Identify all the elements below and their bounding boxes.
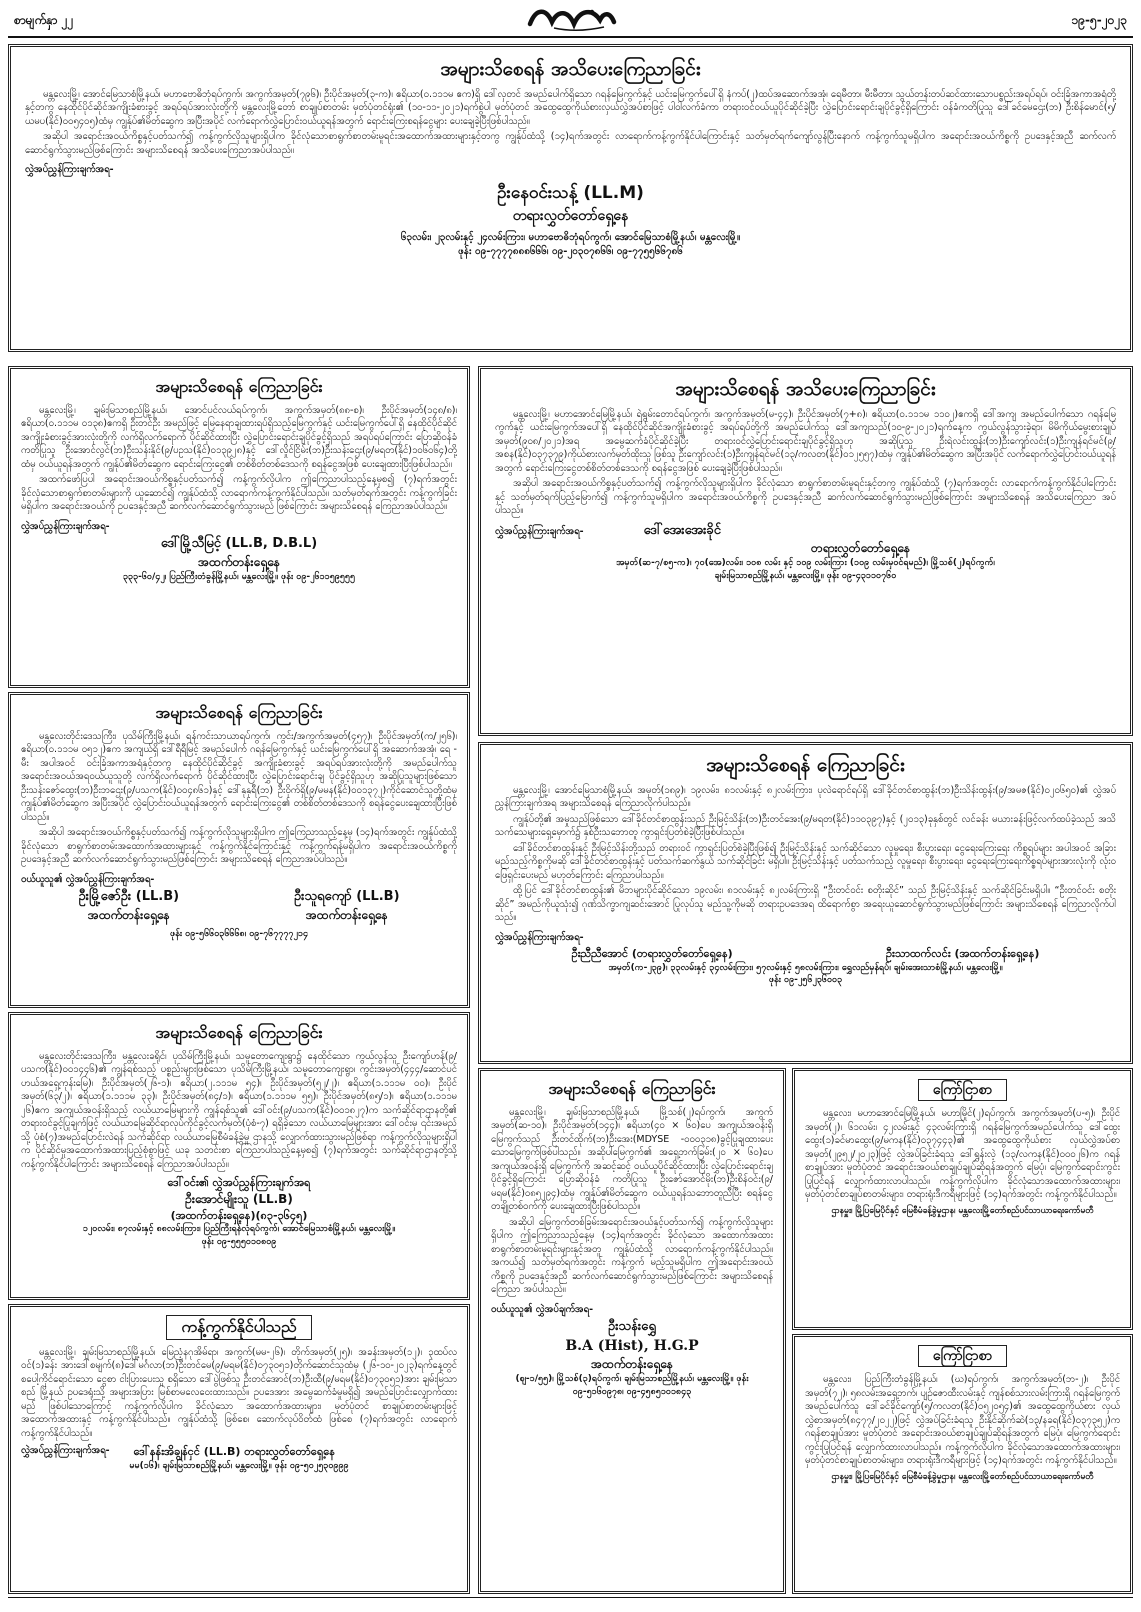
signer-line: [21, 1444, 457, 1460]
notice-footer: ဌာနမှူး၊ မြို့ပြမြေပိုင်နှင့် မြေစီမံခန့်ခွဲမှုဌာန၊ မန္တလေးမြို့တော်စည်ပင်သာယာရေးကော်မတီ: [831, 1471, 1094, 1482]
signer-name: ဒေါ်မြို့သီမြင့် (LL.B, D.B.L): [160, 536, 318, 552]
signer-pair: [495, 946, 1116, 962]
notice-paragraph: မန္တလေး၊ မဟာအောင်မြေမြို့နယ်၊ မဟာမြိုင်(၂)ရပ်ကွက်၊ အကွက်အမှတ်(ပ-၅)၊ ဦးပိုင်အမှတ်(၂)၊ ၆၁လမ်း၊ ၄၂လမ်းနှင့် ၄၃လမ်းကြားရှိ ဂရန်မြေကွက်အမည်ပေါက်သူ ဒေါ်ထွေးထွေး(၁)ခင်မာထွေး(၉/မကန(နိုင်)၀၃၇၄၄၃)၏ အထွေထွေကိုယ်စား လှယ်လွှဲအပ်စာ အမှတ်(၂၉၅၂/၂၀၂၃)ဖြင့် လွှဲအပ်ခြင်းခံရသူ ဒေါ်ရွှန်းလဲ့ (၁၃/လကန(နိုင်)၀၀၀၂၆)က ဂရန်စာချုပ်အား မူတ်ပုံတင် အရောင်းအဝယ်စာချုပ်ချုပ်ဆိုရန်အတွက် မြေပုံ၊ မြေကွက်ရောင်းကွင်းပြုပြင်ရန် လျှောက်ထားလာပါသည်။ ကန့်ကွက်လိုပါက ခိုင်လုံသောအထောက်အထားများ၊ မှတ်ပုံတင်စာချုပ်စာတမ်းများ၊ တရားရုံးဒီကရီများဖြင့် (၁၄)ရက်အတွင်း ကန့်ကွက်နိုင်ပါသည်။: [805, 1108, 1120, 1201]
instruction-label: လွှဲအပ်ညွှန်ကြားချက်အရ-: [21, 1445, 110, 1457]
issue-date: ၁၉-၅-၂၀၂၃: [1071, 13, 1127, 27]
signer-name: ဒေါ်နန်းအိချွန်ငှင် (LL.B) တရားလွှတ်တော်ရှေ့နေ: [133, 1445, 336, 1459]
signer-role: အထက်တန်းရှေ့နေ: [305, 907, 388, 922]
notice-title: အများသိစေရန် အသိပေးကြေညာခြင်း: [440, 58, 701, 80]
signer-name: ဒေါ်အေးအေးခိုင်: [643, 522, 721, 538]
notice-paragraph: မန္တလေး၊ ပြည်ကြီးတံခွန်မြို့နယ်၊ (ဃ)ရပ်ကွက်၊ အကွက်အမှတ်(ဘ-၂)၊ ဦးပိုင်အမှတ်(၇၂)၊ ၅၈လမ်းအရှေ့ဘက်၊ ပျဉ်ဇောထီးလမ်းနှင့် ကျန်စစ်သားလမ်းကြားရှိ ဂရန်မြေကွက်အမည်ပေါက်သူ ဒေါ်ခင်ခိုင်ကျော်(၅/ကလတ(နိုင်)၀၅၂၀၅၄)၏ အထွေထွေကိုယ်စား လှယ်လွှဲစာအမှတ်(၈၄၇၇/၂၀၂၂)ဖြင့် လွှဲအပ်ခြင်းခံရသူ ဦးနိုင်ဆိုက်ဆဲ(၁၃/နခရ(နိုင်)၀၃၇၃၅၂)က ဂရန်စာချုပ်အား မူတ်ပုံတင် အရောင်းအဝယ်စာချုပ်ချုပ်ဆိုရန်အတွက် မြေပုံ၊ မြေကွက်ရောင်းကွင်းပြုပြင်ရန် လျှောက်ထားလာပါသည်။ ကန့်ကွက်လိုပါက ခိုင်လုံသောအထောက်အထားများ၊ မှတ်ပုံတင်စာချုပ်စာတမ်းများ၊ တရားရုံးဒီကရီများဖြင့် (၁၄)ရက်အတွင်း ကန့်ကွက်နိုင်ပါသည်။: [805, 1374, 1120, 1467]
notice-footer: ဌာနမှူး၊ မြို့ပြမြေပိုင်နှင့် မြေစီမံခန့်ခွဲမှုဌာန၊ မန္တလေးမြို့တော်စည်ပင်သာယာရေးကော်မတီ: [831, 1205, 1094, 1216]
notice-paragraph: မန္တလေးမြို့၊ ချမ်းမြသာစည်မြို့နယ်၊ မြေညံ့နဂုအိမ်ရာ၊ အကွက်(မမ-၂၆)၊ တိုက်အမှတ်(၂၅)၊ အခန်းအမှတ်(၁၂)၊ ၃ထပ်လဝင်(၁)ခန်း အားဒေါ်စမျက်(၈)ဒေါ်မင်္ဂလာ(ဘ)ဦးတင်မေ(၉/မရမ(နိုင်)၀၇၃၀၅၁)တိုက်ဆောင်သူထံမှ (၂၆-၁၀-၂၀၂၃)ရက်နေ့တွင် စပေါ့ကိုင်ရောင်းသော ငွေစာ ငါးပြားပေးသူ စရှိသော ဒေါ်ပွဲဖြစ်သူ ဦးတင်အောင်(ဘ)ဦးထီ(၉/မရမ(နိုင်)၀၇၃၀၅၁)အား ချမ်းမြသာစည် မြို့နယ် ဥပဒေရုံးသို့ အများအပြား မြစ်စာမလေဝေးထားသည်။ ဥပဒေအား အမွေဆက်ခံမှုမရှိ၍ အမည်ပြောင်းလျှောက်ထားမည် ဖြစ်ပါသောကြောင့် ကန့်ကွက်လိုပါက ခိုင်လုံသော အထောက်အထားများ၊ မှတ်ပုံတင် စာချုပ်စာတမ်းများဖြင့် အထောက်အထားနှင့် ကန့်ကွက်နိုင်ပါသည်။ ကျွန်ုပ်ထံသို့ ဖြစ်စေ၊ ဆောက်လုပ်ဝိတ်ထံ ဖြစ်စေ (၇)ရက်အတွင်း လာရောက်ကန့်ကွက်နိုင်ပါသည်။: [21, 1346, 457, 1439]
signer-role: တရားလွှတ်တော်ရှေ့နေ: [512, 207, 629, 224]
signer-line: [495, 522, 1116, 540]
notice-paragraph: အဆိုပါ မြေကွက်တစ်ခြမ်းအရောင်းအဝယ်နှင့်ပတ်သက်၍ ကန့်ကွက်လိုသူများရှိပါက ဤကြေညာသည့်နေ့မှ (၁၄)ရက်အတွင်း ခိုင်လုံသော အထောက်အထား စာရွက်စာတမ်းမူရင်းများနှင့်အတူ ကျွန်ုပ်ထံသို့ လာရောက်ကန့်ကွက်နိုင်ပါသည်။ အကယ်၍ သတ်မှတ်ရက်အတွင်း ကန့်ကွက် မည့်သူမရှိပါက ဤအရောင်းအဝယ်ကိစ္စကို ဥပဒေနှင့်အညီ ဆက်လက်ဆောင်ရွက်သွားမည်ဖြစ်ကြောင်း အများသိစေရန် ကြေညာ အပ်ပါသည်။: [491, 1216, 773, 1296]
notice-title: အများသိစေရန် အသိပေးကြေညာခြင်း: [675, 378, 936, 400]
notice-paragraph: မန္တလေးတိုင်းဒေသကြီး၊ ပုသိမ်ကြီးမြို့နယ်၊ ရန်ကင်းသာယာရပ်ကွက်၊ ကွင်း/အကွက်အမှတ်(၄၅၇)၊ ဦးပိုင်အမှတ်(က/၂၅၆)၊ ဧရိယာ(၀.၁၁၁မ ၀၅၁၂)ဧက အကျယ်ရှိ ဒေါ်ရီရီမြင့် အမည်ပေါက် ဂရန်မြေကွက်နှင့် ယင်းမြေကွက်ပေါ်ရှိ အဆောက်အအုံ၊ ရေ - မီး အပါအဝင် ဝင်းခြံအကာအရံနှင့်တကွ နေထိုင်ပိုင်ဆိုင်ခွင့် အကျိုးခံစားခွင့် အရပ်ရပ်အားလုံးတို့ကို အမည်ပေါက်သူ အရောင်းအဝယ်အရဝယ်ယူသူတို့ လက်ရှိလက်ရောက် ပိုင်ဆိုင်ထားပြီး လွှဲပြောင်းရောင်းချ ပိုင်ခွင့်ရှိသူဟု အဆိုပြုသူများဖြစ်သော ဦးသန်းဇော်ထွေး(ဘ)ဦးဘဌေး(၉/ပသက(နိုင်)၀၀၄၈၆၁)နှင့် ဒေါ်နုနုရီ(ဘ) ဦးဝိုက်ရှိ(၉/မမန(နိုင်)၀၀၁၃၇၂)ကိုင်ဆောင်သူတို့ထံမှ ကျွန်ုပ်၏မိတ်ဆွေက အပြီးအပိုင် လွှဲပြောင်းဝယ်ယူရန်အတွက် ရောင်းကြေးငွေ၏ တစ်စိတ်တစ်ဒေသကို စရန်ငွေပေးချေထားပြီးဖြစ်ပါသည်။: [21, 730, 457, 823]
signer-address: ချမ်းမြသာစည်မြို့နယ်၊ မန္တလေးမြို့။ ဖုန်း ၀၉-၄၃၁၁၀၇၆၀: [714, 570, 897, 581]
signer-degree: B.A (Hist), H.G.P: [565, 1337, 699, 1354]
signer-name: ဦးသန်းရွှေ: [608, 1319, 656, 1335]
notice-paragraph: မန္တလေးမြို့၊ အောင်မြေသာစံမြို့နယ်၊ အမှတ်(၁၈၉)၊ ၁၉လမ်း၊ ၈၁လမ်းနှင့် ၈၂လမ်းကြား၊ ပုလဲရောင်ရပ်ရှိ ဒေါ်ခိုင်တင်စာထွန်း(ဘ)ဦးသိန်းထွန်း(၉/အမဇ(နိုင်)၀၂၀၆၅၀)၏ လွှဲအပ်ညွှန်ကြားချက်အရ အများသိစေရန် ကြေညာလိုက်ပါသည်။: [495, 784, 1116, 810]
instruction-label: ဝယ်ယူသူ၏ လွှဲအပ်ညွှန်ကြားချက်အရ-: [21, 873, 155, 885]
notice-left-3: [8, 1012, 470, 1300]
signer-role: အထက်တန်းရှေ့နေ: [198, 554, 280, 569]
signer-name: ဦးအောင်မျိုးသူ (LL.B): [185, 1191, 293, 1206]
notice-paragraph: မန္တလေးမြို့၊ အောင်မြေသာစံမြို့နယ်၊ မဟာဗောဓိဘုံရပ်ကွက်၊ အကွက်အမှတ်(၇၉၆)၊ ဦးပိုင်အမှတ်(၃-က)၊ ဧရိယာ(၀.၁၁၁မ ဧက)ရှိ ဒေါ်လှတင် အမည်ပေါက်ရှိသော ဂရန်မြေကွက်နှင့် ယင်းမြေကွက်ပေါ်ရှိ နံကပ်(၂)ထပ်အဆောက်အအုံ၊ ရေမီတာ၊ မီးမီတာ၊ သွယ်တန်းတပ်ဆင်ထားသောပစ္စည်းအရပ်ရပ်၊ ဝင်းခြံအကာအရံတို့နှင့်တကွ နေထိုင်ပိုင်ဆိုင်အကျိုးခံစားခွင့် အရပ်ရပ်အားလုံးတို့ကို မန္တလေးမြို့တော် စာချုပ်စာတမ်း မှတ်ပုံတင်ရုံး၏ (၁၀-၁၁-၂၀၂၁)ရက်စွဲပါ မှတ်ပုံတင် အထွေထွေကိုယ်စားလှယ်လွှဲအပ်စာဖြင့် ပါဝါလက်ခံကာ တရားဝင်ဝယ်ယူပိုင်ဆိုင်ခဲ့ပြီး လွှဲပြောင်းရောင်းချပိုင်ခွင့်ရှိကြောင်း ဝန်ခံကတိပြုသူ ဒေါ်ခင်မေဌေး(ဘ) ဦးစိန်မောင်(၅/ယမပ(နိုင်)၀၀၅၄၀၅)ထံမှ ကျွန်ုပ်၏မိတ်ဆွေက အပြီးအပိုင် လက်ရောက်လွှဲပြောင်းဝယ်ယူရန်အတွက် ရောင်းကြေးစရန်ငွေများ ပေးချေခဲ့ပြီးဖြစ်ပါသည်။: [25, 88, 1116, 127]
notice-paragraph: ထို့ပြင် ဒေါ်ခိုင်တင်စာထွန်း၏ မိဘများပိုင်ဆိုင်သော ၁၉လမ်း၊ ၈၁လမ်းနှင့် ၈၂လမ်းကြားရှိ “ဦးတင်ဝင်း စတိုးဆိုင်” သည် ဦးမြင့်သိန်းနှင့် သက်ဆိုင်ခြင်းမရှိပါ။ “ဦးတင်ဝင်း စတိုးဆိုင်” အမည်ကိုယူသုံး၍ ဂုဏ်သိက္ခာကျဆင်းအောင် ပြုလုပ်သူ မည်သူ့ကိုမဆို တရားဥပဒေအရ ထိရောက်စွာ အရေးယူဆောင်ရွက်သွားမည်ဖြစ်ကြောင်း အများသိစေရန် ကြေညာလိုက်ပါသည်။: [495, 885, 1116, 924]
signer-phone: ဖုန်း ၀၉-၇၇၇၇၈၈၈၆၆၆၊ ၀၉-၂၀၃၀၇၈၆၆၊ ၀၉-၇၇၅၅၆၆၇၈၆: [458, 245, 683, 257]
header-rule: [8, 36, 1133, 38]
notice-paragraph: အဆိုပါ အရောင်းအဝယ်ကိစ္စနှင့်ပတ်သက်၍ ကန့်ကွက်လိုသူများရှိပါက ခိုင်လုံသောစာရွက်စာတမ်းမူရင်းအထောက်အထားများနှင့်တကွ ကျွန်ုပ်ထံသို့ (၁၄)ရက်အတွင်း လာရောက်ကန့်ကွက်နိုင်ပါကြောင်းနှင့် သတ်မှတ်ရက်ကျော်လွန်ပြီးနောက် ကန့်ကွက်သူမရှိပါက အရောင်းအဝယ်ကိစ္စကို ဥပဒေနှင့်အညီ ဆက်လက်ဆောင်ရွက်သွားမည်ဖြစ်ကြောင်း အများသိစေရန် အသိပေးကြေညာအပ်ပါသည်။: [25, 131, 1116, 156]
signer-role: (အထက်တန်းရှေ့နေ)(၈၃-၃၆၄၅): [170, 1208, 308, 1222]
signer-name: ဦးမြို့ဇော်ဦး (LL.B): [78, 889, 180, 905]
signer-pair: [21, 888, 457, 923]
page-number: စာမျက်နှာ ၂၂: [14, 13, 74, 27]
notice-paragraph: အဆိုပါ အရောင်းအဝယ်ကိစ္စနှင့်ပတ်သက်၍ ကန့်ကွက်လိုသူများရှိပါက ဤကြေညာသည့်နေ့မှ (၁၄)ရက်အတွင်း ကျွန်ုပ်ထံသို့ ခိုင်လုံသော စာရွက်စာတမ်းအထောက်အထားများနှင့် ကန့်ကွက်နိုင်ကြောင်းနှင့် ကန့်ကွက်ရန်မရှိပါက အရောင်းအဝယ်ကိစ္စကို ဥပဒေနှင့်အညီ ဆက်လက်ဆောင်ရွက်သွားမည်ဖြစ်ကြောင်း အများသိစေရန် ကြေညာအပ်ပါသည်။: [21, 827, 457, 866]
signer-name: ဦးသာထက်လင်း (အထက်တန်းရှေ့နေ): [885, 947, 1040, 961]
notice-title: ကြော်ငြာစာ: [918, 1345, 1007, 1367]
notice-title: အများသိစေရန် ကြေညာခြင်း: [548, 1079, 716, 1098]
notice-title: ကြော်ငြာစာ: [918, 1079, 1007, 1101]
instruction-label: လွှဲအပ်ညွှန်ကြားချက်အရ-: [21, 520, 110, 532]
signer-block: [294, 888, 400, 923]
notice-paragraph: မန္တလေးတိုင်းဒေသကြီး၊ မန္တလေးခရိုင်၊ ပုသိမ်ကြီးမြို့နယ်၊ သမူတောကျေးရွာ၌ နေထိုင်သော ကွယ်လွန်သူ ဦးကျော်ဟန်(၉/ပသက(နိုင်)၀၀၁၄၄၆)၏ ကျွန်ရစ်သည့် ပစ္စည်းများဖြစ်သော ပုသိမ်ကြီးမြို့နယ်၊ သမူတောကျေးရွာ၊ ကွင်းအမှတ်(၄၄၄/ဆောင်ပင်ဟယ်အရှေ့ကုန်းမြေ)၊ ဦးပိုင်အမှတ်(၂၆-၁)၊ ဧရိယာ(၂.၁၁၁မ ၅၄)၊ ဦးပိုင်အမှတ်(၅၂/၂)၊ ဧရိယာ(၁.၁၁၁မ ၀၀)၊ ဦးပိုင်အမှတ်(၆၃/၂)၊ ဧရိယာ(၁.၁၁၁မ ၃၃)၊ ဦးပိုင်အမှတ်(၈၄/၁)၊ ဧရိယာ(၁.၁၁၁မ ၅၅)၊ ဦးပိုင်အမှတ်(၈၅/၁)၊ ဧရိယာ(၁.၁၁၁မ ၂၆)ဧက အကျယ်အဝန်းရှိသည့် လယ်ယာမြေများကို ကျွန်ရစ်သူ၏ ဒေါ်ဝင်း(၉/ပသက(နိုင်)၀၀၁၈၂၇)က သက်ဆိုင်ရာဌာနတို့၏ တရားဝင်ခွင့်ပြုချက်ဖြင့် လယ်ယာမြေဆိုင်ရာလုပ်ကိုင်ခွင့်လက်မှတ်(ပုံစံ-၇) ရရှိခဲ့သော လယ်ယာမြေများအား ဒေါ်ဝင်းမှ ၎င်းအမည်သို့ ပုံစံ(၇)အမည်ပြောင်းလဲရန် သက်ဆိုင်ရာ လယ်ယာမြေစီမံခန့်ခွဲမှု ဌာနသို့ လျှောက်ထားသွားမည်ဖြစ်ရာ ကန့်ကွက်လိုသူများရှိပါက ပိုင်ဆိုင်မှုအထောက်အထားပြည့်စုံစွာဖြင့် ယခု သတင်းစာ ကြေညာပါသည့်နေ့မှစ၍ (၇)ရက်အတွင်း သက်ဆိုင်ရာဌာနတို့သို့ ကန့်ကွက်နိုင်ပါကြောင်း အများသိစေရန် ကြေညာအပ်ပါသည်။: [21, 1050, 457, 1170]
title-frame: [805, 1343, 1120, 1373]
notice-paragraph: အထက်ဖော်ပြပါ အရောင်းအဝယ်ကိစ္စနှင့်ပတ်သက်၍ ကန့်ကွက်လိုပါက ဤကြေညာပါသည့်နေ့မှစ၍ (၇)ရက်အတွင်း ခိုင်လုံသောစာရွက်စာတမ်းများကို ယူဆောင်၍ ကျွန်ုပ်ထံသို့ လာရောက်ကန့်ကွက်နိုင်ပါသည်။ သတ်မှတ်ရက်အတွင်း ကန့်ကွက်ခြင်းမရှိပါက အရောင်းအဝယ်ကို ဥပဒေနှင့်အညီ ဆက်လက်ဆောင်ရွက်သွားမည် ဖြစ်ကြောင်း အများသိစေရန် ကြေညာအပ်ပါသည်။: [21, 474, 457, 513]
notice-title: ကန့်ကွက်နိုင်ပါသည်: [166, 1315, 311, 1340]
notice-left-2: [8, 692, 470, 1008]
signer-address: မမ(၁၆)၊ ချမ်းမြသာစည်မြို့နယ်၊ မန္တလေးမြို့။ ဖုန်း ၀၉-၅၀၂၅၃၀၉၉၉: [129, 1460, 349, 1471]
notice-title: အများသိစေရန် ကြေညာခြင်း: [155, 377, 323, 396]
notice-right-5: [792, 1334, 1133, 1594]
notice-right-2: [478, 742, 1133, 1064]
page-header: [8, 4, 1133, 34]
notice-title: အများသိစေရန် ကြေညာခြင်း: [155, 703, 323, 722]
masthead-logo: [524, 4, 618, 32]
signer-name: ဦးညီညီအောင် (တရားလွှတ်တော်ရှေ့နေ): [571, 947, 733, 961]
notice-right-4: [792, 1068, 1133, 1330]
footer-rule: [8, 1597, 1133, 1598]
notice-paragraph: မန္တလေးမြို့၊ ချမ်းမြသာစည်မြို့နယ်၊ မြို့သစ်(၂)ရပ်ကွက်၊ အကွက်အမှတ်(ဆ-၁၀)၊ ဦးပိုင်အမှတ်(၁၄၄)၊ ဧရိယာ(၄၀ × ၆၀)ပေ အကျယ်အဝန်းရှိ မြေကွက်သည် ဦးတင်ထိုက်(ဘ)ဦးအေး(MDYSE -၀၀၀၃၁၈)ခွင့်ပြုချထားပေးသောမြေကွက်ဖြစ်ပါသည်။ အဆိုပါမြေကွက်၏ အရှေ့ဘက်ခြမ်း(၂၀ × ၆၀)ပေ အကျယ်အဝန်းရှိ မြေကွက်ကို အဆင့်ဆင့် ဝယ်ယူပိုင်ဆိုင်ထားပြီး လွှဲပြောင်းရောင်းချပိုင်ခွင့်ရှိကြောင်း ပြောဆိုဝန်ခံ ကတိပြုသူ ဦးဇော်အောင်မိုး(ဘ)ဦးစိန်ဝင်း(၉/မရမ(နိုင်)၀၈၅၂၉၄)ထံမှ ကျွန်ုပ်၏မိတ်ဆွေက ဝယ်ယူရန်သဘောတူညီပြီး စရန်ငွေ တချို့တစ်ဝက်ကို ပေးချေထားပြီးဖြစ်ပါသည်။: [491, 1106, 773, 1213]
instruction-label: ဝယ်ယူသူ၏ လွှဲအပ်ချက်အရ-: [491, 1303, 594, 1315]
signer-name: ဦးသူရကျော် (LL.B): [293, 889, 400, 905]
title-frame: [21, 1313, 457, 1346]
notice-paragraph: ကျွန်ုပ်တို့၏ အမှုသည်ဖြစ်သော ဒေါ်ခိုင်တင်စာထွန်းသည် ဦးမြင့်သိန်း(ဘ)ဦးတင်အေး(၉/မရတ(နိုင်)၁၁၀၃၉၇)နှင့် (၂၀၁၃)ခုနှစ်တွင် လင်ခန်း မယားခန်းဖြင့်လက်ထပ်ခဲ့သည် အသိသက်သေများရှေ့မှောက်၌ နှစ်ဦးသဘောတူ ကွာရှင်းပြတ်စဲခဲ့ပြီးဖြစ်ပါသည်။: [495, 813, 1116, 839]
signer-address: အမှတ်(ဆ-၇/စ၅-က)၊ ၇၀(အေ)လမ်း၊ ၁၀၈ လမ်း နှင့် ၁၀၉ လမ်းကြား (၁၀၉ လမ်းမှဝင်ရမည်)၊ မြို့သစ်(၂)ရပ်ကွက်၊: [616, 558, 995, 569]
signer-address: ၆၃လမ်း၊ ၂၃လမ်းနှင့် ၂၄လမ်းကြား၊ မဟာဗောဓိဘုံရပ်ကွက်၊ အောင်မြေသာစံမြို့နယ်၊ မန္တလေးမြို့။: [400, 231, 741, 243]
signer-address: (ဈ-၁/၅၅)၊ မြို့သစ်(၃)ရပ်ကွက်၊ ချမ်းမြသာစည်မြို့နယ်၊ မန္တလေးမြို့။ ဖုန်း ၀၉-၅၁၆၀၉၇၈၊ ၀၉-၄၅၈၅၁၀၁၈၄၃: [515, 1374, 749, 1398]
notice-right-1: [478, 366, 1133, 736]
signer-role: အထက်တန်းရှေ့နေ: [591, 1357, 673, 1372]
signer-address: အမှတ်(က-၂၃၉)၊ ၃၃လမ်းနှင့် ၃၄လမ်းကြား၊ ၅၇လမ်းနှင့် ၅၈လမ်းကြား၊ ရွှေလည်မှန်ရပ်၊ ချမ်းအေးသာစံမြို့နယ်၊ မန္တလေးမြို့။: [608, 962, 1003, 973]
instruction-label: လွှဲအပ်ညွှန်ကြားချက်အရ-: [495, 525, 584, 537]
instruction-label: လွှဲအပ်ညွှန်ကြားချက်အရ-: [495, 931, 584, 943]
signer-role: အထက်တန်းရှေ့နေ: [87, 907, 170, 922]
signer-role: တရားလွှတ်တော်ရှေ့နေ: [811, 541, 910, 556]
notice-paragraph: မန္တလေးမြို့၊ မဟာအောင်မြေမြို့နယ်၊ ရဲရွမ်းတောင်ရပ်ကွက်၊ အကွက်အမှတ်(မ-၄၄)၊ ဦးပိုင်အမှတ်(၇+၈)၊ ဧရိယာ(၀.၁၁၁မ ၁၁၀၂)ဧကရှိ ဒေါ်အကျ အမည်ပေါက်သော ဂရန်မြေကွက်နှင့် ယင်းမြေကွက်အပေါ်ရှိ နေထိုင်ပိုင်ဆိုင်အကျိုးခံစားခွင့် အရပ်ရပ်တို့ကို အမည်ပေါက်သူ ဒေါ်အကျသည်(၁၀-၉-၂၀၂၁)ရက်နေ့က ကွယ်လွန်သွားခဲ့ရာ၊ မိမိကိုယ်မွေးစားချုပ်အမှတ်(၉၀၈/၂၀၂၁)အရ အမွေဆက်ခံပိုင်ဆိုင်ခဲ့ပြီး တရားဝင်လွှဲပြောင်းရောင်းချပိုင်ခွင့်ရှိသူဟု အဆိုပြုသူ ဦးရဲလင်းထွန်း(ဘ)ဦးကျော်လင်း(၁)ဦးကျန်ရင်မင်(၉/အစန(နိုင်)၀၃၇၃၇၉)ကိုယ်စားလက်မှတ်ထိုးသူ ဖြစ်သူ ဦးကျော်လင်း(၁)ဦးကျန်ရင်မင်(၁၃/ကလတ(နိုင်)၀၁၂၅၅၇)ထံမှ ကျွန်ုပ်၏မိတ်ဆွေက အပြီးအပိုင် လက်ရောက်လွှဲပြောင်းဝယ်ယူရန်အတွက် ရောင်းကြေးငွေတစ်စိတ်တစ်ဒေသကို စရန်ငွေအဖြစ် ပေးချေခဲ့ပြီးဖြစ်ပါသည်။: [495, 408, 1116, 474]
signer-block: [78, 888, 179, 923]
notice-left-4: [8, 1304, 470, 1594]
signer-phone: ဖုန်း ၀၉-၅၅၅၀၁၀၈၀၉: [201, 1237, 277, 1248]
notice-title: အများသိစေရန် ကြေညာခြင်း: [706, 754, 905, 776]
notice-title: အများသိစေရန် ကြေညာခြင်း: [155, 1023, 323, 1042]
notice-paragraph: အဆိုပါ အရောင်းအဝယ်ကိစ္စနှင့်ပတ်သက်၍ ကန့်ကွက်လိုသူများရှိပါက ခိုင်လုံသော စာရွက်စာတမ်းမူရင်းနှင့်တကွ ကျွန်ုပ်ထံသို့ (၇)ရက်အတွင်း လာရောက်ကန့်ကွက်နိုင်ပါကြောင်းနှင့် သတ်မှတ်ရက်ပြည့်မြောက်၍ ကန့်ကွက်သူမရှိပါက အရောင်းအဝယ်ကိစ္စကို ဥပဒေနှင့်အညီ ဆက်လက်ဆောင်ရွက်သွားမည်ဖြစ်ကြောင်း အများသိစေရန် အသိပေးကြေညာ အပ်ပါသည်။: [495, 478, 1116, 517]
signer-address: ၃၃၃-၆၀/၄၂၊ ပြည်ကြီးတံခွန်မြို့နယ်၊ မန္တလေးမြို့။ ဖုန်း ၀၉-၂၆၁၁၅၉၅၅၅: [122, 571, 356, 582]
notice-right-3: [478, 1068, 786, 1594]
title-frame: [805, 1077, 1120, 1107]
notice-paragraph: မန္တလေးမြို့၊ ချမ်းမြသာစည်မြို့နယ်၊ အောင်ပင်လယ်ရပ်ကွက်၊ အကွက်အမှတ်(၈၈-စ)၊ ဦးပိုင်အမှတ်(၁၄၈/၈)၊ ဧရိယာ(၀.၁၁၁မ ၀၁၃၈)ဧကရှိ ဦးတင်ဦး အမည်ဖြင့် မြေနေရာချထားရပ်ရှိသည့်မြေကွက်နှင့် ယင်းမြေကွက်ပေါ်ရှိ နေထိုင်ပိုင်ဆိုင် အကျိုးခံစားခွင့်အားလုံးတို့ကို လက်ရှိလက်ရောက် ပိုင်ဆိုင်ထားပြီး လွှဲပြောင်းရောင်းချပိုင်ခွင့်ရှိသည် အရပ်ရပ်ကြောင်း ပြောဆိုဝန်ခံကတိပြုသူ ဦးအောင်လွင်(ဘ)ဦးသန်းနိုင်(၉/ပဥသ(နိုင်)၀၁၃၉၂၈)နှင့် ဒေါ်လှိုင်ငြိမ်း(ဘ)ဦးသန်းဌေး(၉/မရတ(နိုင်)၁၀၆၀၆၄)တို့ထံမှ ဝယ်ယူရန်အတွက် ကျွန်ုပ်၏မိတ်ဆွေက ရောင်းကြေးငွေ၏ တစ်စိတ်တစ်ဒေသကို စရန်ငွေအဖြစ် ပေးချေထားပြီးဖြစ်ပါသည်။: [21, 404, 457, 470]
signer-phone: ဖုန်း ၀၉-၂၅၆၂၃၆၀၀၃: [768, 975, 843, 986]
instruction-label: ဒေါ်ဝင်း၏ လွှဲအပ်ညွှန်ကြားချက်အရ: [167, 1176, 311, 1190]
notice-left-1: [8, 366, 470, 688]
signer-name: ဦးနေဝင်းသန့် (LL.M): [497, 182, 644, 203]
notice-paragraph: ဒေါ်ခိုင်တင်စာထွန်းနှင့် ဦးမြင့်သိန်းတို့သည် တရားဝင် ကွာရှင်းပြတ်စဲခဲ့ပြီးဖြစ်၍ ဦးမြင့်သိန်းနှင့် သက်ဆိုင်သော လူမှုရေး၊ စီးပွားရေး၊ ငွေရေးကြေးရေး ကိစ္စရပ်များ အပါအဝင် အခြားမည်သည့်ကိစ္စကိုမဆို ဒေါ်ခိုင်တင်စာထွန်းနှင့် ပတ်သက်ဆက်နွယ် သက်ဆိုင်ခြင်း မရှိပါ။ ဦးမြင့်သိန်းနှင့် ပတ်သက်သည့် လူမှုရေး၊ စီးပွားရေး၊ ငွေရေးကြေးရေးကိစ္စရပ်များအားလုံးကို လုံးဝဖြေရှင်းပေးမည် မဟုတ်ကြောင်း ကြေညာပါသည်။: [495, 842, 1116, 881]
instruction-label: လွှဲအပ်ညွှန်ကြားချက်အရ-: [25, 164, 114, 176]
signer-phone: ဖုန်း ၀၉-၅၆၆၀၃၆၆၆၈၊ ၀၉-၇၆၇၇၇၇၂၁၄: [169, 928, 309, 939]
signer-address: ၁၂၀လမ်း၊ ၈၇လမ်းနှင့် ၈၈လမ်းကြား၊ ပြည်ကြီးရန်လုံရပ်ကွက်၊ အောင်မြေသာစံမြို့နယ်၊ မန္တလေးမြို့။: [82, 1224, 396, 1235]
notice-top: [8, 44, 1133, 352]
